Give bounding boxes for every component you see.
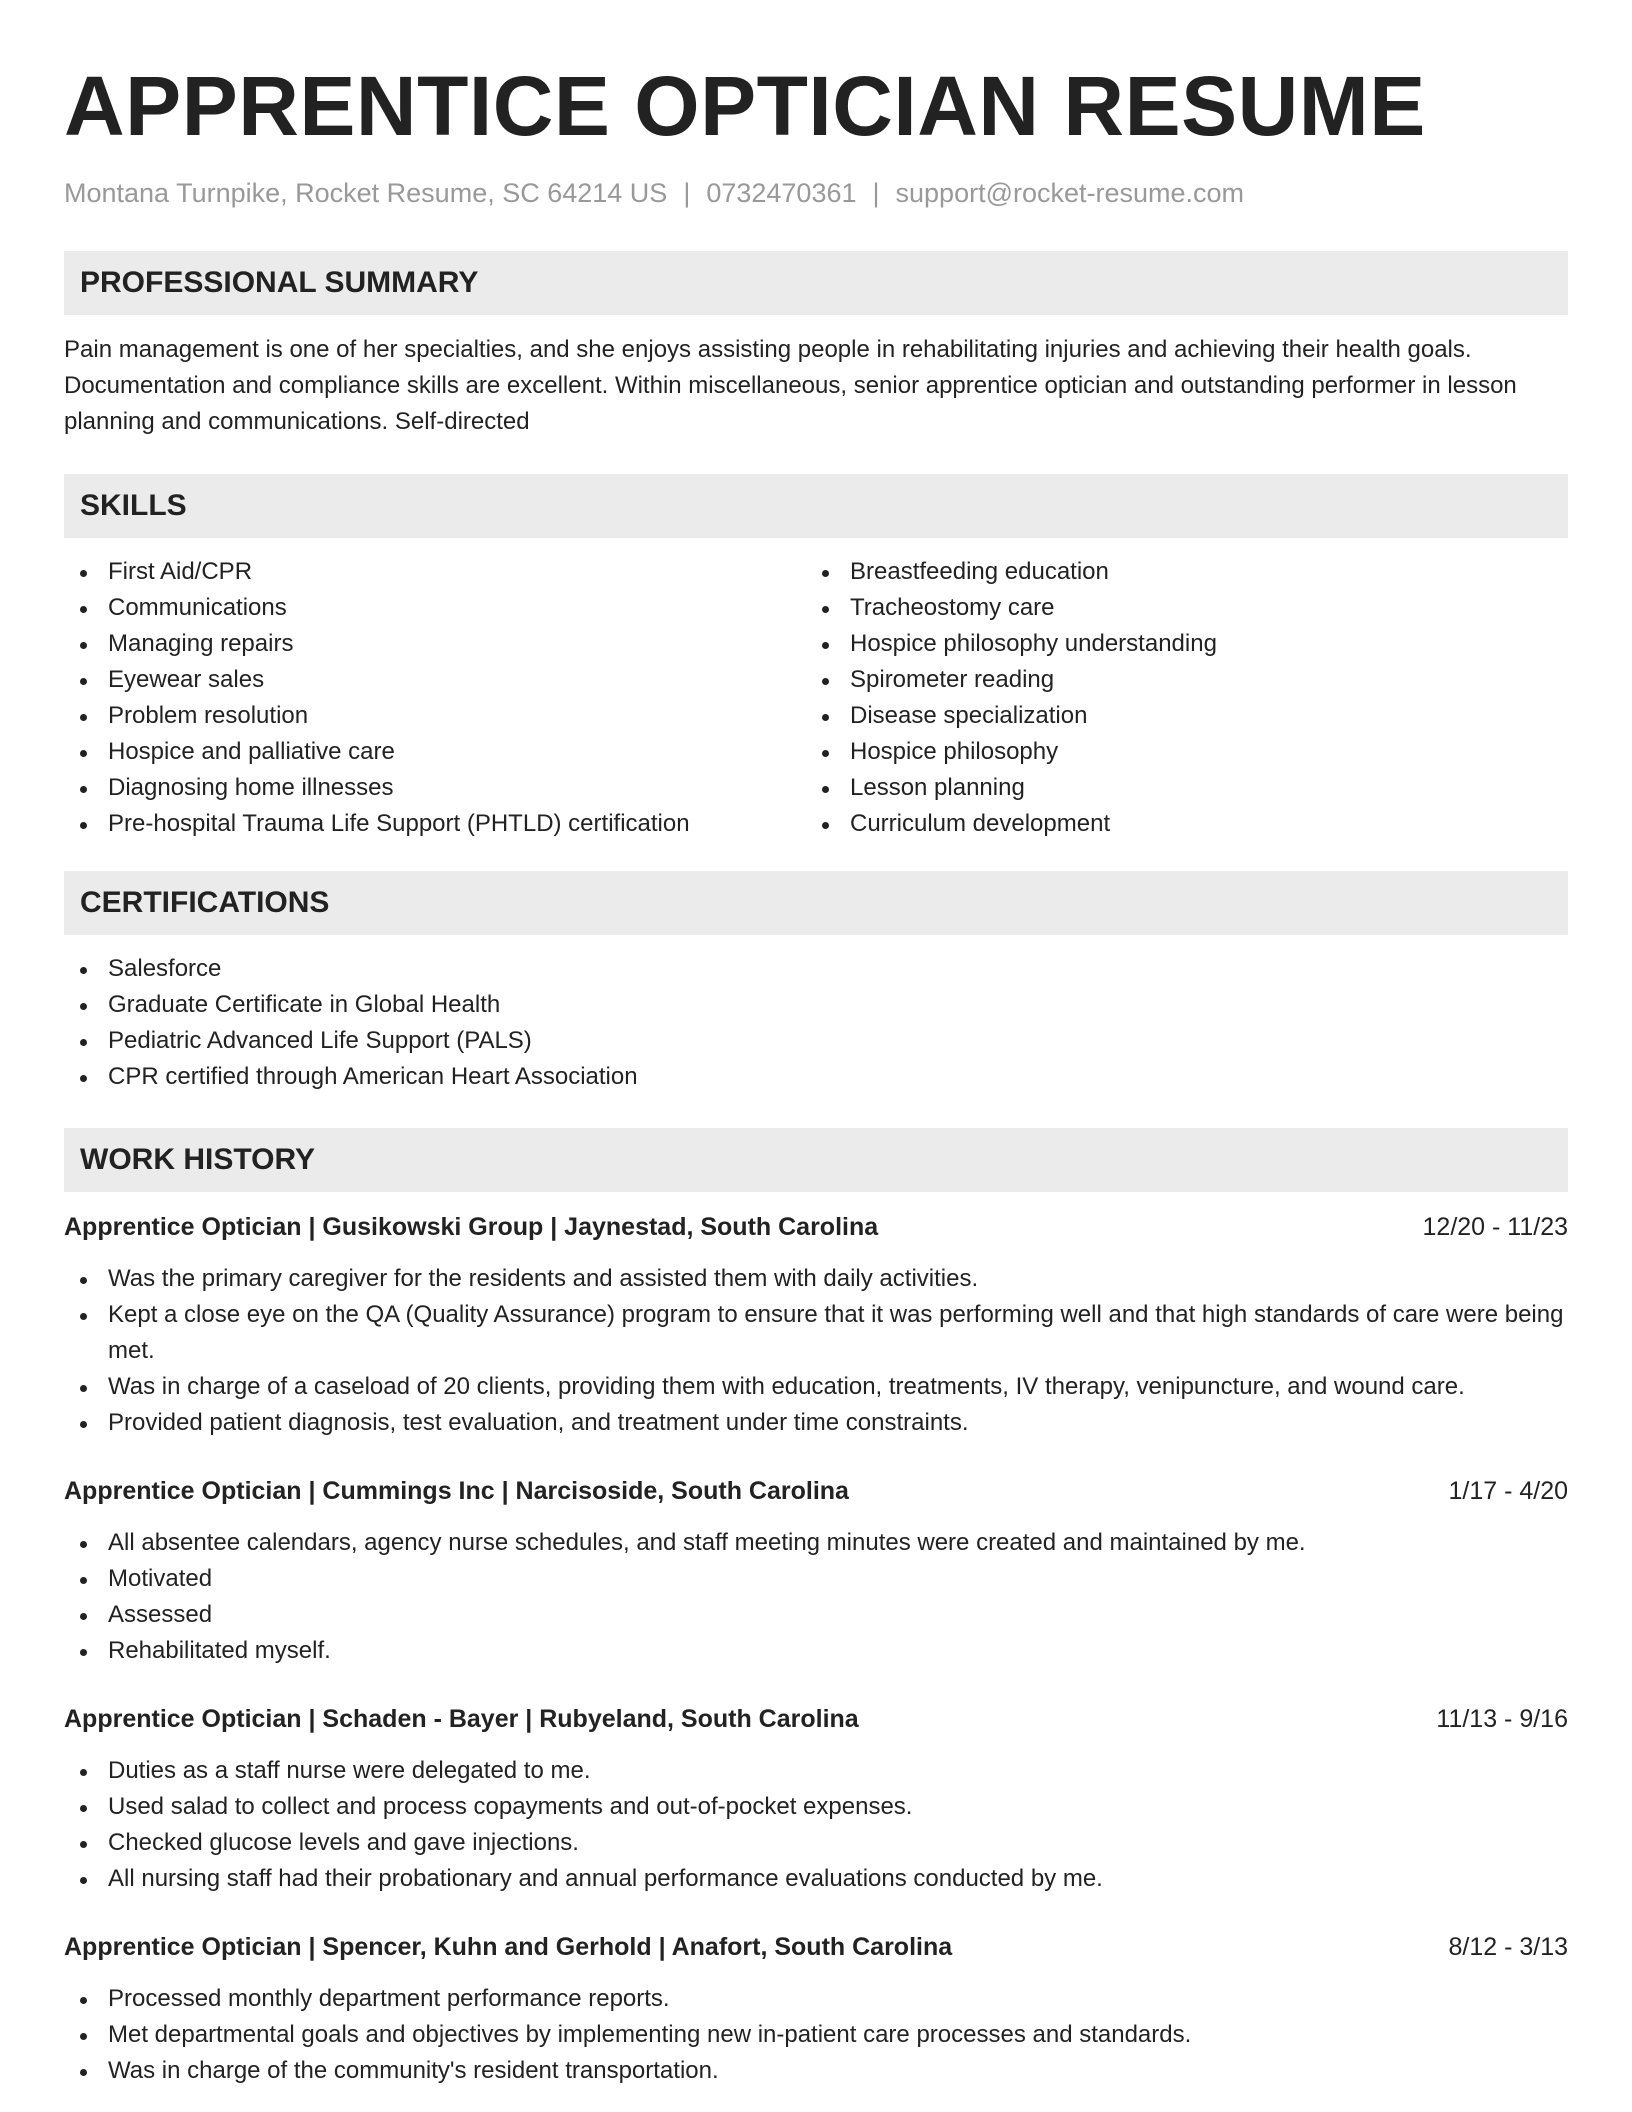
- work-history-section: [64, 1128, 1568, 2089]
- summary-section: [64, 251, 1568, 440]
- job-bullet: Rehabilitated myself.: [64, 1633, 1568, 1669]
- job-dates: 12/20 - 11/23: [1422, 1213, 1568, 1241]
- work-history-heading: WORK HISTORY: [64, 1128, 1568, 1192]
- certifications-list: [64, 951, 1568, 1095]
- job-bullet: Used salad to collect and process copayments and out-of-pocket expenses.: [64, 1789, 1568, 1825]
- contact-phone: 0732470361: [706, 178, 857, 208]
- skill-item: Hospice philosophy: [806, 734, 1548, 770]
- job-header: [64, 1209, 1568, 1245]
- job-dates: 1/17 - 4/20: [1448, 1477, 1568, 1505]
- job-bullet: Was in charge of the community's resident transportation.: [64, 2053, 1568, 2089]
- certification-item: CPR certified through American Heart Association: [64, 1059, 1568, 1095]
- skills-section: [64, 474, 1568, 842]
- job-title: Apprentice Optician | Cummings Inc | Narcisoside, South Carolina: [64, 1477, 849, 1505]
- job-title: Apprentice Optician | Schaden - Bayer | Rubyeland, South Carolina: [64, 1705, 859, 1733]
- job-bullet: Provided patient diagnosis, test evaluation, and treatment under time constraints.: [64, 1405, 1568, 1441]
- skill-item: First Aid/CPR: [64, 554, 806, 590]
- skill-item: Pre-hospital Trauma Life Support (PHTLD) certification: [64, 806, 806, 842]
- certifications-section: [64, 871, 1568, 1095]
- skill-item: Spirometer reading: [806, 662, 1548, 698]
- skill-item: Breastfeeding education: [806, 554, 1548, 590]
- skill-item: Hospice and palliative care: [64, 734, 806, 770]
- contact-address: Montana Turnpike, Rocket Resume, SC 64214 US: [64, 178, 668, 208]
- job-entry: [64, 1209, 1568, 1441]
- contact-separator: |: [872, 178, 880, 208]
- resume-page: [64, 0, 1568, 2089]
- job-bullet: Processed monthly department performance reports.: [64, 1981, 1568, 2017]
- job-title: Apprentice Optician | Gusikowski Group | Jaynestad, South Carolina: [64, 1213, 879, 1241]
- certifications-heading: CERTIFICATIONS: [64, 871, 1568, 935]
- summary-heading: PROFESSIONAL SUMMARY: [64, 251, 1568, 315]
- skills-grid: [64, 554, 1568, 842]
- certification-item: Graduate Certificate in Global Health: [64, 987, 1568, 1023]
- skills-list-left: [64, 554, 806, 842]
- contact-line: [64, 176, 1568, 210]
- job-header: [64, 1473, 1568, 1509]
- resume-title: APPRENTICE OPTICIAN RESUME: [64, 59, 1426, 153]
- job-bullet: Duties as a staff nurse were delegated to me.: [64, 1753, 1568, 1789]
- job-bullets: [64, 1261, 1568, 1441]
- job-entry: [64, 1473, 1568, 1669]
- job-bullet: All nursing staff had their probationary and annual performance evaluations conducted by me.: [64, 1861, 1568, 1897]
- skills-list-right: [806, 554, 1548, 842]
- job-bullet: All absentee calendars, agency nurse schedules, and staff meeting minutes were created and maintained by me.: [64, 1525, 1568, 1561]
- job-bullet: Was in charge of a caseload of 20 clients, providing them with education, treatments, IV therapy, venipuncture, and wound care.: [64, 1369, 1568, 1405]
- contact-email: support@rocket-resume.com: [895, 178, 1245, 208]
- job-bullet: Checked glucose levels and gave injections.: [64, 1825, 1568, 1861]
- job-bullet: Was the primary caregiver for the residents and assisted them with daily activities.: [64, 1261, 1568, 1297]
- skill-item: Communications: [64, 590, 806, 626]
- job-title: Apprentice Optician | Spencer, Kuhn and Gerhold | Anafort, South Carolina: [64, 1933, 953, 1961]
- job-dates: 8/12 - 3/13: [1448, 1933, 1568, 1961]
- job-bullet: Motivated: [64, 1561, 1568, 1597]
- skills-heading: SKILLS: [64, 474, 1568, 538]
- job-header: [64, 1929, 1568, 1965]
- job-header: [64, 1701, 1568, 1737]
- job-bullets: [64, 1753, 1568, 1897]
- skill-item: Hospice philosophy understanding: [806, 626, 1548, 662]
- job-dates: 11/13 - 9/16: [1436, 1705, 1568, 1733]
- skill-item: Diagnosing home illnesses: [64, 770, 806, 806]
- job-bullet: Met departmental goals and objectives by implementing new in-patient care processes and standards.: [64, 2017, 1568, 2053]
- job-bullet: Kept a close eye on the QA (Quality Assurance) program to ensure that it was performing well and that high standards of care were being met.: [64, 1297, 1568, 1369]
- job-bullets: [64, 1525, 1568, 1669]
- skill-item: Disease specialization: [806, 698, 1548, 734]
- job-entry: [64, 1701, 1568, 1897]
- certification-item: Salesforce: [64, 951, 1568, 987]
- contact-separator: |: [683, 178, 691, 208]
- job-bullet: Assessed: [64, 1597, 1568, 1633]
- skill-item: Eyewear sales: [64, 662, 806, 698]
- summary-text: Pain management is one of her specialties, and she enjoys assisting people in rehabilitating injuries and achieving their health goals. Documentation and compliance skills are excellent. Within miscellaneous, senior apprentice optician and outstanding performer in lesson planning and communications. Self-directed: [64, 336, 1517, 435]
- skill-item: Tracheostomy care: [806, 590, 1548, 626]
- job-bullets: [64, 1981, 1568, 2089]
- skill-item: Managing repairs: [64, 626, 806, 662]
- skill-item: Problem resolution: [64, 698, 806, 734]
- skill-item: Lesson planning: [806, 770, 1548, 806]
- certification-item: Pediatric Advanced Life Support (PALS): [64, 1023, 1568, 1059]
- skill-item: Curriculum development: [806, 806, 1548, 842]
- job-entry: [64, 1929, 1568, 2089]
